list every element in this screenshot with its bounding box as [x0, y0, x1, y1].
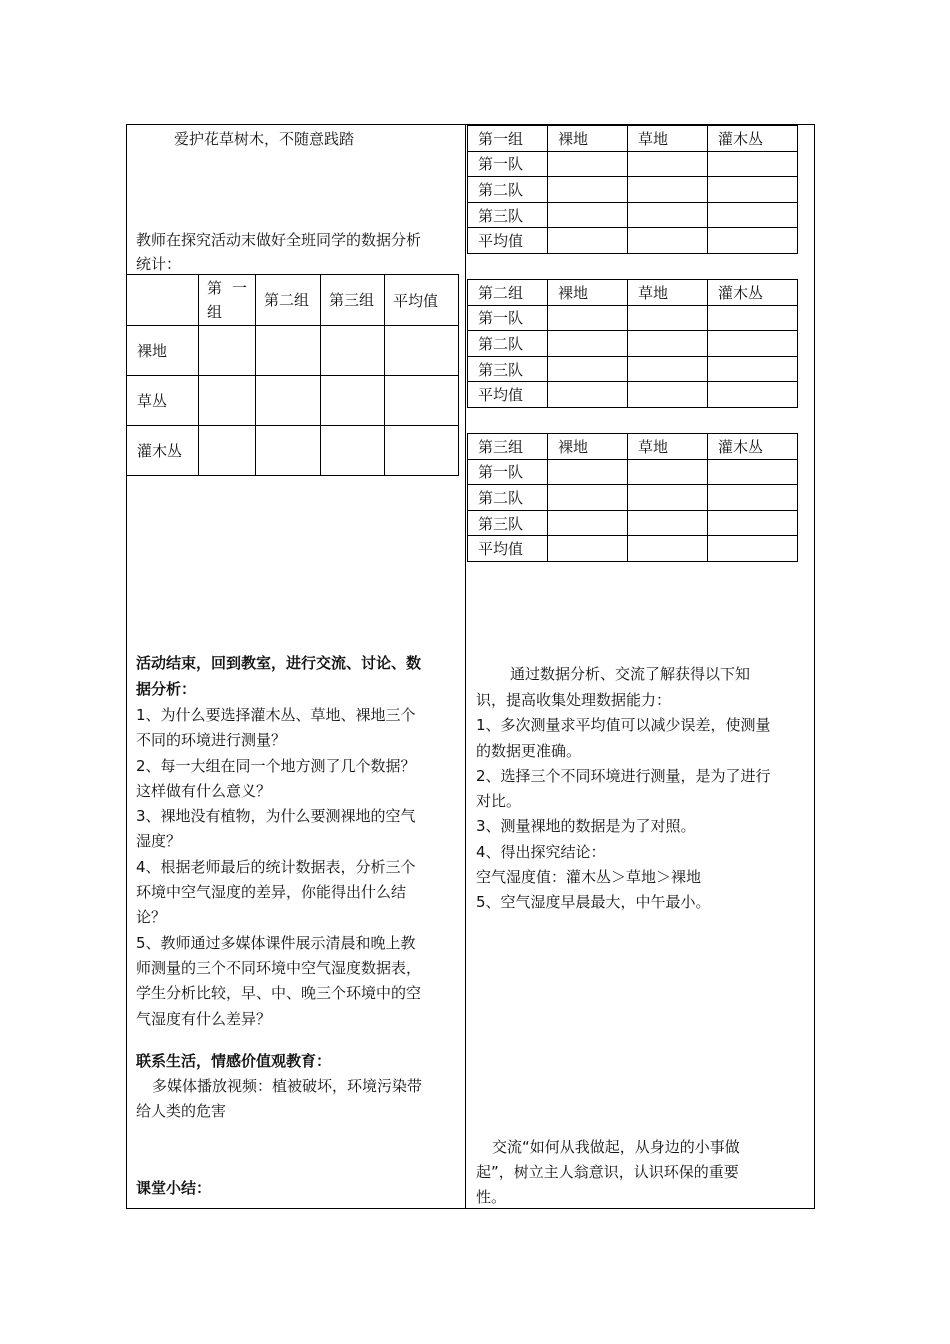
- data-cell[interactable]: [548, 151, 628, 177]
- group-title: 第三组: [468, 434, 548, 460]
- knowledge-list: [476, 688, 771, 916]
- col-header: 草地: [628, 126, 708, 152]
- question-line: 不同的环境进行测量？: [136, 731, 287, 750]
- team-row: [468, 305, 798, 331]
- stats-row-bare: [127, 326, 459, 376]
- data-cell[interactable]: [548, 177, 628, 203]
- stats-cell[interactable]: [256, 326, 321, 376]
- activity-heading-1: 活动结束，回到教室，进行交流、讨论、数: [136, 654, 422, 672]
- data-cell[interactable]: [708, 202, 798, 228]
- row-label: 平均值: [468, 228, 548, 254]
- data-cell[interactable]: [628, 356, 708, 382]
- data-cell[interactable]: [708, 485, 798, 511]
- col-header: 灌木丛: [708, 126, 798, 152]
- team-row: [468, 177, 798, 203]
- data-cell[interactable]: [628, 177, 708, 203]
- data-cell[interactable]: [628, 331, 708, 357]
- question-line: 湿度？: [136, 832, 182, 851]
- data-cell[interactable]: [548, 459, 628, 485]
- average-row: [468, 536, 798, 562]
- stats-header-group2: 第二组: [256, 275, 321, 326]
- group-title: 第二组: [468, 280, 548, 306]
- stats-intro-line-2: 统计：: [136, 255, 182, 273]
- row-label: 平均值: [468, 382, 548, 408]
- row-label: 平均值: [468, 536, 548, 562]
- group-header-row: [468, 434, 798, 460]
- summary-heading: 课堂小结：: [136, 1179, 212, 1197]
- data-cell[interactable]: [548, 331, 628, 357]
- care-plants-line: 爱护花草树木，不随意践踏: [174, 130, 355, 148]
- data-cell[interactable]: [628, 382, 708, 408]
- stats-header-group3: 第三组: [321, 275, 385, 326]
- stats-row-shrub: [127, 426, 459, 476]
- data-cell[interactable]: [548, 228, 628, 254]
- team-row: [468, 151, 798, 177]
- team-row: [468, 202, 798, 228]
- knowledge-line: 5、空气湿度早晨最大，中午最小。: [476, 893, 711, 912]
- stats-cell[interactable]: [199, 426, 256, 476]
- data-cell[interactable]: [628, 228, 708, 254]
- row-label: 第三队: [468, 510, 548, 536]
- data-cell[interactable]: [548, 305, 628, 331]
- row-label: 第二队: [468, 485, 548, 511]
- class-stats-table: [126, 274, 459, 476]
- activity-heading-2: 据分析：: [136, 680, 197, 698]
- question-line: 环境中空气湿度的差异，你能得出什么结: [136, 883, 407, 902]
- stats-row-grass: [127, 376, 459, 426]
- knowledge-line-1: 通过数据分析、交流了解获得以下知: [510, 665, 751, 683]
- team-row: [468, 485, 798, 511]
- team-row: [468, 331, 798, 357]
- col-header: 灌木丛: [708, 434, 798, 460]
- col-header: 草地: [628, 434, 708, 460]
- knowledge-line: 识，提高收集处理数据能力：: [476, 691, 672, 709]
- col-header: 草地: [628, 280, 708, 306]
- stats-row-label: 草丛: [127, 376, 199, 426]
- team-row: [468, 459, 798, 485]
- question-line: 论？: [136, 908, 167, 927]
- stats-intro-line-1: 教师在探究活动末做好全班同学的数据分析: [136, 231, 422, 249]
- row-label: 第二队: [468, 177, 548, 203]
- data-cell[interactable]: [628, 305, 708, 331]
- data-cell[interactable]: [708, 356, 798, 382]
- life-line-2: 给人类的危害: [136, 1102, 227, 1120]
- question-line: 这样做有什么意义？: [136, 781, 272, 800]
- group-header-row: [468, 280, 798, 306]
- column-divider: [465, 124, 466, 1209]
- stats-cell[interactable]: [385, 376, 459, 426]
- stats-header-row: [127, 275, 459, 326]
- data-cell[interactable]: [628, 459, 708, 485]
- life-line-1: 多媒体播放视频：植被破坏，环境污染带: [152, 1077, 423, 1095]
- exchange-line-3: 性。: [476, 1188, 507, 1206]
- data-cell[interactable]: [548, 536, 628, 562]
- row-label: 第一队: [468, 459, 548, 485]
- data-cell[interactable]: [708, 459, 798, 485]
- data-cell[interactable]: [548, 510, 628, 536]
- data-cell[interactable]: [548, 356, 628, 382]
- data-cell[interactable]: [628, 202, 708, 228]
- stats-cell[interactable]: [199, 326, 256, 376]
- question-line: 5、教师通过多媒体课件展示清晨和晚上教: [136, 933, 416, 952]
- question-line: 3、裸地没有植物，为什么要测裸地的空气: [136, 807, 416, 826]
- stats-cell[interactable]: [385, 326, 459, 376]
- average-row: [468, 228, 798, 254]
- stats-cell[interactable]: [321, 376, 385, 426]
- question-line: 学生分析比较，早、中、晚三个环境中的空: [136, 984, 422, 1003]
- knowledge-line: 1、多次测量求平均值可以减少误差，使测量: [476, 716, 771, 735]
- stats-row-label: 裸地: [127, 326, 199, 376]
- stats-cell[interactable]: [256, 426, 321, 476]
- data-cell[interactable]: [548, 382, 628, 408]
- data-cell[interactable]: [708, 382, 798, 408]
- question-line: 1、为什么要选择灌木丛、草地、裸地三个: [136, 706, 416, 724]
- group3-table: [467, 433, 798, 562]
- team-row: [468, 510, 798, 536]
- question-line: 师测量的三个不同环境中空气湿度数据表，: [136, 958, 422, 977]
- data-cell[interactable]: [628, 485, 708, 511]
- data-cell[interactable]: [708, 510, 798, 536]
- col-header: 裸地: [548, 434, 628, 460]
- row-label: 第一队: [468, 151, 548, 177]
- data-cell[interactable]: [548, 485, 628, 511]
- data-cell[interactable]: [628, 151, 708, 177]
- question-line: 4、根据老师最后的统计数据表，分析三个: [136, 857, 416, 876]
- data-cell[interactable]: [628, 510, 708, 536]
- group2-table: [467, 279, 798, 408]
- stats-header-corner: [127, 275, 199, 326]
- life-heading: 联系生活，情感价值观教育：: [136, 1052, 332, 1070]
- data-cell[interactable]: [708, 536, 798, 562]
- stats-cell[interactable]: [385, 426, 459, 476]
- exchange-line-1: 交流“如何从我做起，从身边的小事做: [492, 1138, 740, 1156]
- group1-table: [467, 125, 798, 254]
- col-header: 裸地: [548, 126, 628, 152]
- stats-cell[interactable]: [321, 326, 385, 376]
- discussion-questions: [136, 703, 421, 1032]
- average-row: [468, 382, 798, 408]
- col-header: 灌木丛: [708, 280, 798, 306]
- stats-cell[interactable]: [321, 426, 385, 476]
- knowledge-line: 的数据更准确。: [476, 741, 582, 760]
- knowledge-line: 空气湿度值：灌木丛＞草地＞裸地: [476, 868, 702, 887]
- row-label: 第一队: [468, 305, 548, 331]
- row-label: 第三队: [468, 356, 548, 382]
- stats-row-label: 灌木丛: [127, 426, 199, 476]
- data-cell[interactable]: [628, 536, 708, 562]
- col-header: 裸地: [548, 280, 628, 306]
- knowledge-line: 3、测量裸地的数据是为了对照。: [476, 817, 696, 836]
- stats-header-group1: 第一组: [199, 275, 256, 326]
- data-cell[interactable]: [708, 305, 798, 331]
- knowledge-line: 2、选择三个不同环境进行测量，是为了进行: [476, 766, 771, 785]
- stats-header-average: 平均值: [385, 275, 459, 326]
- data-cell[interactable]: [708, 331, 798, 357]
- knowledge-line: 4、得出探究结论：: [476, 842, 606, 861]
- data-cell[interactable]: [708, 177, 798, 203]
- data-cell[interactable]: [548, 202, 628, 228]
- team-row: [468, 356, 798, 382]
- data-cell[interactable]: [708, 151, 798, 177]
- data-cell[interactable]: [708, 228, 798, 254]
- row-label: 第三队: [468, 202, 548, 228]
- question-line: 2、每一大组在同一个地方测了几个数据？: [136, 756, 416, 775]
- group-title: 第一组: [468, 126, 548, 152]
- row-label: 第二队: [468, 331, 548, 357]
- question-line: 气湿度有什么差异？: [136, 1009, 272, 1028]
- exchange-line-2: 起”，树立主人翁意识，认识环保的重要: [476, 1163, 739, 1181]
- stats-cell[interactable]: [199, 376, 256, 426]
- group-header-row: [468, 126, 798, 152]
- knowledge-line: 对比。: [476, 792, 522, 811]
- stats-cell[interactable]: [256, 376, 321, 426]
